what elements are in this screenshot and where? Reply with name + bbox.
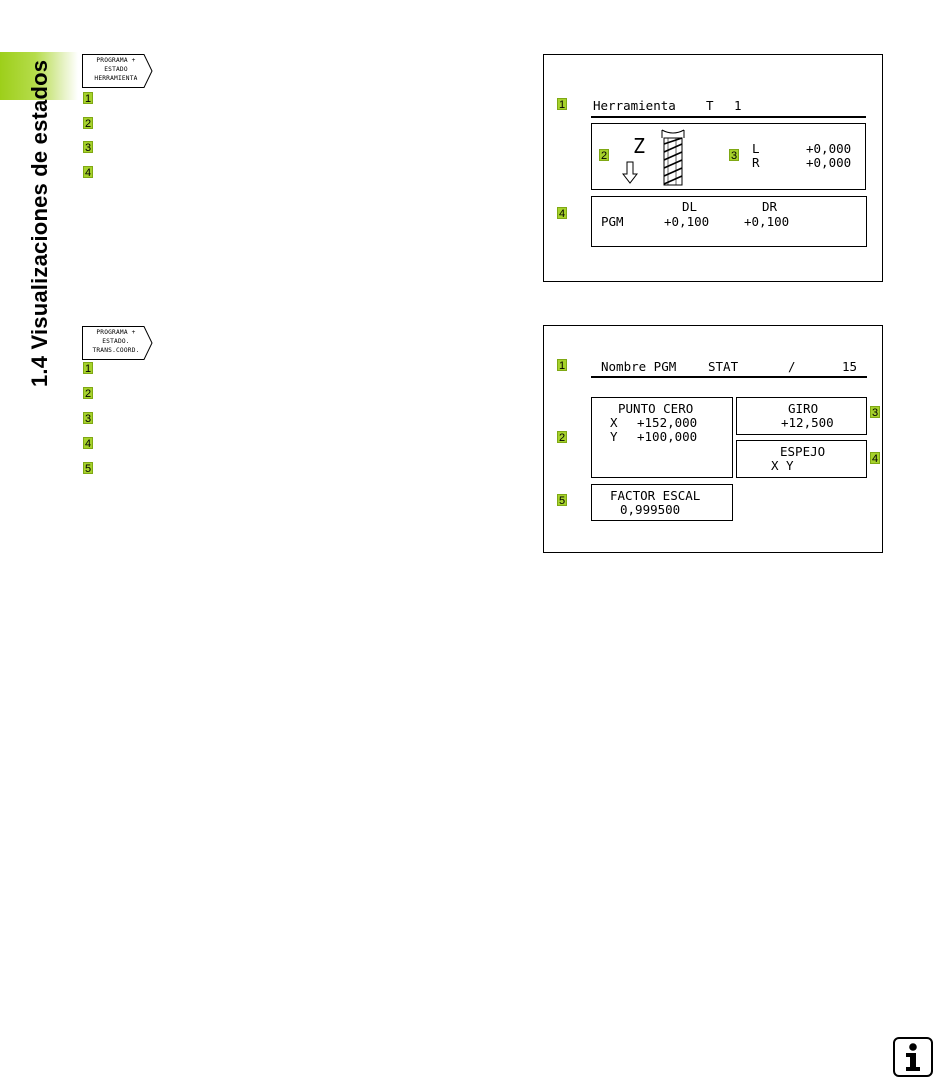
coord-transform-screen	[543, 325, 883, 553]
screen-marker-5: 5	[558, 495, 566, 507]
legend-badge-4: 4	[84, 438, 92, 450]
punto-cero-title: PUNTO CERO	[618, 401, 694, 416]
chapter-tab-divider	[78, 52, 80, 100]
tool-radius-value: +0,000	[806, 155, 852, 170]
legend-badge-4: 4	[84, 167, 92, 179]
legend-badge-1: 1	[84, 363, 92, 375]
giro-box	[736, 397, 867, 435]
legend-badge-3: 3	[84, 413, 92, 425]
tool-header-label: Herramienta	[593, 98, 676, 113]
softkey-programa-estado-herramienta[interactable]	[82, 54, 154, 88]
tool-length-label: L	[752, 141, 760, 156]
softkey-label: PROGRAMA + ESTADO. TRANS.COORD.	[92, 329, 140, 354]
tool-header-letter: T	[706, 98, 714, 113]
header-rule	[591, 376, 867, 378]
tool-delta-box	[591, 196, 867, 247]
softkey-label: PROGRAMA + ESTADO HERRAMIENTA	[94, 57, 138, 82]
tool-radius-label: R	[752, 155, 760, 170]
screen-marker-1: 1	[558, 360, 566, 372]
chapter-title: 1.4 Visualizaciones de estados	[27, 59, 52, 387]
arrow-down-icon	[622, 161, 638, 185]
giro-title: GIRO	[788, 401, 819, 416]
program-separator: /	[788, 359, 796, 374]
x-value: +152,000	[637, 415, 698, 430]
punto-cero-box	[591, 397, 733, 478]
program-name-value: STAT	[708, 359, 739, 374]
dr-header: DR	[762, 199, 778, 214]
header-rule	[591, 116, 866, 118]
tool-axis-label: Z	[633, 134, 646, 158]
screen-marker-1: 1	[558, 99, 566, 111]
dl-value: +0,100	[664, 214, 710, 229]
legend-badge-3: 3	[84, 142, 92, 154]
legend-badge-5: 5	[84, 463, 92, 475]
dl-header: DL	[682, 199, 698, 214]
giro-value: +12,500	[781, 415, 834, 430]
program-name-label: Nombre PGM	[601, 359, 677, 374]
end-mill-tool-icon	[660, 129, 686, 187]
screen-marker-4: 4	[871, 453, 879, 465]
tool-geometry-box	[591, 123, 866, 190]
screen-marker-3: 3	[730, 150, 738, 162]
tool-header-number: 1	[734, 98, 742, 113]
espejo-box	[736, 440, 867, 478]
x-label: X	[610, 415, 618, 430]
factor-value: 0,999500	[620, 502, 681, 517]
espejo-value: X Y	[771, 458, 794, 473]
legend-badge-1: 1	[84, 93, 92, 105]
screen-marker-2: 2	[600, 150, 608, 162]
program-number: 15	[842, 359, 858, 374]
info-icon	[893, 1037, 933, 1077]
screen-marker-2: 2	[558, 432, 566, 444]
screen-marker-4: 4	[558, 208, 566, 220]
factor-escala-box	[591, 484, 733, 521]
y-label: Y	[610, 429, 618, 444]
softkey-programa-estado-trans-coord[interactable]	[82, 326, 154, 360]
tool-length-value: +0,000	[806, 141, 852, 156]
screen-marker-3: 3	[871, 407, 879, 419]
factor-title: FACTOR ESCAL	[610, 488, 701, 503]
y-value: +100,000	[637, 429, 698, 444]
legend-badge-2: 2	[84, 388, 92, 400]
pgm-label: PGM	[601, 214, 624, 229]
dr-value: +0,100	[744, 214, 790, 229]
tool-status-screen	[543, 54, 883, 282]
legend-badge-2: 2	[84, 118, 92, 130]
espejo-title: ESPEJO	[780, 444, 826, 459]
